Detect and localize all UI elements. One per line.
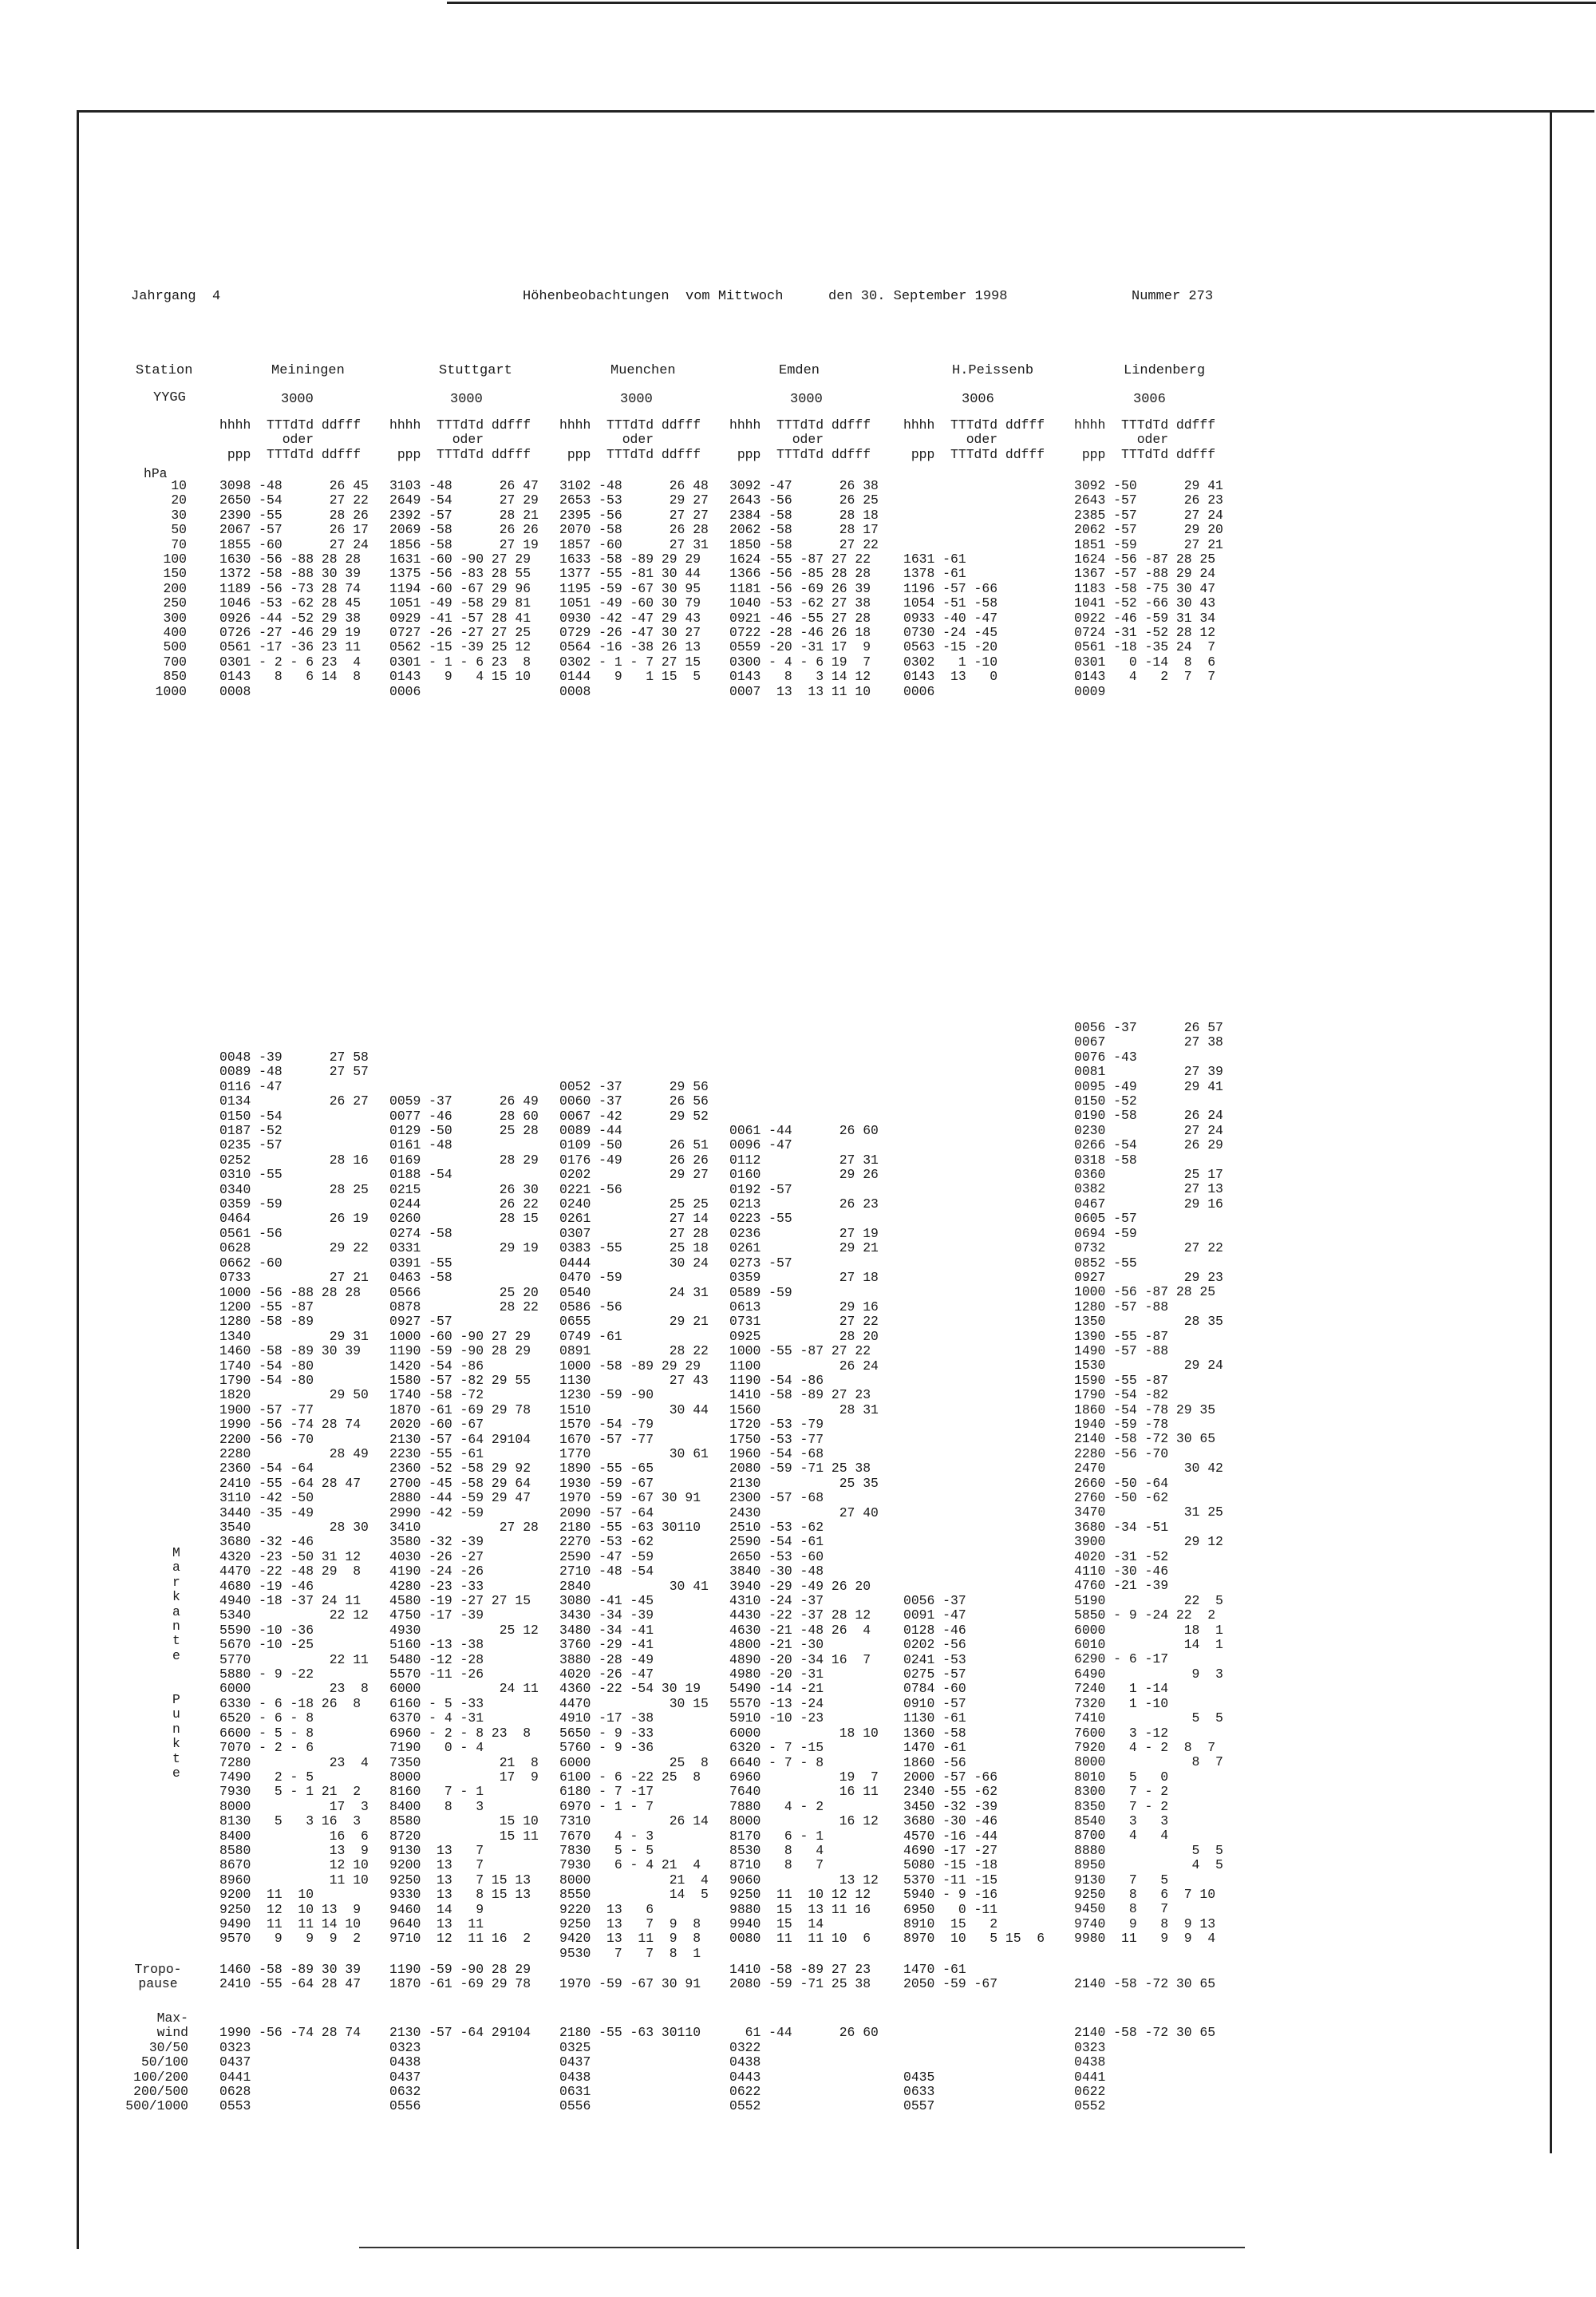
- standard-levels-hpeissenb: 1631 -61 1378 -61 1196 -57 -66 1054 -51 -58 0933 -40 -47 0730 -24 -45 0563 -15 -20 0302 1 -10 0143 13 0 0006: [903, 552, 998, 699]
- maxwind-emden: 61 -44 26 60 0322 0438 0443 0622 0552: [729, 2025, 879, 2114]
- tropopause-hpeissenb: 1470 -61 2050 -59 -67: [903, 1962, 998, 1992]
- column-header: hhhh TTTdTd ddfff oder ppp TTTdTd ddfff: [729, 417, 871, 462]
- maxwind-meiningen: 1990 -56 -74 28 74 0323 0437 0441 0628 0553: [219, 2025, 361, 2114]
- marked-points-muenchen: 0052 -37 29 56 0060 -37 26 56 0067 -42 29 52 0089 -44 0109 -50 26 51 0176 -49 26 26 0202 29 27 0221 -56 0240 25 25 0261 27 14 0307 27 28 0383 -55 25 18 0444 30 24 0470 -59 0540 24 31 0586 -56 0655 29 21 0749 -61 0891 28 22 1000 -58 -89 29 29 1130 27 43 1230 -59 -90 1510 30 44 1570 -54 -79 1670 -57 -77 1770 30 61 1890 -55 -65 1930 -59 -67 1970 -59 -67 30 91 2090 -57 -64 2180 -55 -63 30110 2270 -53 -62 2590 -47 -59 2710 -48 -54 2840 30 41 3080 -41 -45 3430 -34 -39 3480 -34 -41 3760 -29 -41 3880 -28 -49 4020 -26 -47 4360 -22 -54 30 19 4470 30 15 4910 -17 -38 5650 - 9 -33 5760 - 9 -36 6000 25 8 6100 - 6 -22 25 8 6180 - 7 -17 6970 - 1 - 7 7310 26 14 7670 4 - 3 7830 5 - 5 7930 6 - 4 21 4 8000 21 4 8550 14 5 9220 13 6 9250 13 7 9 8 9420 13 11 9 8 9530 7 7 8 1: [559, 1078, 709, 1961]
- marked-points-hpeissenb: 0056 -37 0091 -47 0128 -46 0202 -56 0241 -53 0275 -57 0784 -60 0910 -57 1130 -61 1360 -58 1470 -61 1860 -56 2000 -57 -66 2340 -55 -62 3450 -32 -39 3680 -30 -46 4570 -16 -44 4690 -17 -27 5080 -15 -18 5370 -11 -15 5940 - 9 -16 6950 0 -11 8910 15 2 8970 10 5 15 6: [903, 1593, 1045, 1947]
- station-yygg: 3000: [281, 392, 314, 407]
- station-name: Emden: [779, 363, 820, 378]
- tropopause-meiningen: 1460 -58 -89 30 39 2410 -55 -64 28 47: [219, 1962, 361, 1992]
- marked-points-meiningen: 0048 -39 27 58 0089 -48 27 57 0116 -47 0134 26 27 0150 -54 0187 -52 0235 -57 0252 28 16 0310 -55 0340 28 25 0359 -59 0464 26 19 0561 -56 0628 29 22 0662 -60 0733 27 21 1000 -56 -88 28 28 1200 -55 -87 1280 -58 -89 1340 29 31 1460 -58 -89 30 39 1740 -54 -80 1790 -54 -80 1820 29 50 1900 -57 -77 1990 -56 -74 28 74 2200 -56 -70 2280 28 49 2360 -54 -64 2410 -55 -64 28 47 3110 -42 -50 3440 -35 -49 3540 28 30 3680 -32 -46 4320 -23 -50 31 12 4470 -22 -48 29 8 4680 -19 -46 4940 -18 -37 24 11 5340 22 12 5590 -10 -36 5670 -10 -25 5770 22 11 5880 - 9 -22 6000 23 8 6330 - 6 -18 26 8 6520 - 6 - 8 6600 - 5 - 8 7070 - 2 - 6 7280 23 4 7490 2 - 5 7930 5 - 1 21 2 8000 17 3 8130 5 3 16 3 8400 16 6 8580 13 9 8670 12 10 8960 11 10 9200 11 10 9250 12 10 13 9 9490 11 11 14 10 9570 9 9 9 2: [219, 1050, 369, 1947]
- tropopause-label: Tropo- pause: [134, 1962, 182, 1992]
- marked-points-label: M a r k a n t e P u n k t e: [172, 1545, 180, 1781]
- station-yygg: 3006: [1133, 392, 1166, 407]
- marked-points-lindenberg: 0056 -37 26 57 0067 27 38 0076 -43 0081 27 39 0095 -49 29 41 0150 -52 0190 -58 26 24 0230 27 24 0266 -54 26 29 0318 -58 0360 25 17 0382 27 13 0467 29 16 0605 -57 0694 -59 0732 27 22 0852 -55 0927 29 23 1000 -56 -87 28 25 1280 -57 -88 1350 28 35 1390 -55 -87 1490 -57 -88 1530 29 24 1590 -55 -87 1790 -54 -82 1860 -54 -78 29 35 1940 -59 -78 2140 -58 -72 30 65 2280 -56 -70 2470 30 42 2660 -50 -64 2760 -50 -62 3470 31 25 3680 -34 -51 3900 29 12 4020 -31 -52 4110 -30 -46 4760 -21 -39 5190 22 5 5850 - 9 -24 22 2 6000 18 1 6010 14 1 6290 - 6 -17 6490 9 3 7240 1 -14 7320 1 -10 7410 5 5 7600 3 -12 7920 4 - 2 8 7 8000 8 7 8010 5 0 8300 7 - 2 8350 7 - 2 8540 3 3 8700 4 4 8880 5 5 8950 4 5 9130 7 5 9250 8 6 7 10 9450 8 7 9740 9 8 9 13 9980 11 9 9 4: [1074, 1020, 1223, 1947]
- standard-levels-stuttgart: 3103 -48 26 47 2649 -54 27 29 2392 -57 28 21 2069 -58 26 26 1856 -58 27 19 1631 -60 -90 27 29 1375 -56 -83 28 55 1194 -60 -67 29 96 1051 -49 -58 29 81 0929 -41 -57 28 41 0727 -26 -27 27 25 0562 -15 -39 25 12 0301 - 1 - 6 23 8 0143 9 4 15 10 0006: [389, 478, 539, 699]
- marked-points-emden: 0061 -44 26 60 0096 -47 0112 27 31 0160 29 26 0192 -57 0213 26 23 0223 -55 0236 27 19 0261 29 21 0273 -57 0359 27 18 0589 -59 0613 29 16 0731 27 22 0925 28 20 1000 -55 -87 27 22 1100 26 24 1190 -54 -86 1410 -58 -89 27 23 1560 28 31 1720 -53 -79 1750 -53 -77 1960 -54 -68 2080 -59 -71 25 38 2130 25 35 2300 -57 -68 2430 27 40 2510 -53 -62 2590 -54 -61 2650 -53 -60 3840 -30 -48 3940 -29 -49 26 20 4310 -24 -37 4430 -22 -37 28 12 4630 -21 -48 26 4 4800 -21 -30 4890 -20 -34 16 7 4980 -20 -31 5490 -14 -21 5570 -13 -24 5910 -10 -23 6000 18 10 6320 - 7 -15 6640 - 7 - 8 6960 19 7 7640 16 11 7880 4 - 2 8000 16 12 8170 6 - 1 8530 8 4 8710 8 7 9060 13 12 9250 11 10 12 12 9880 15 13 11 16 9940 15 14 0080 11 11 10 6: [729, 1123, 879, 1947]
- report-title: Höhenbeobachtungen vom Mittwoch: [523, 289, 784, 304]
- station-name: Lindenberg: [1124, 363, 1206, 378]
- station-name: Meiningen: [271, 363, 345, 378]
- standard-levels-lindenberg: 3092 -50 29 41 2643 -57 26 23 2385 -57 27 24 2062 -57 29 20 1851 -59 27 21 1624 -56 -87 28 25 1367 -57 -88 29 24 1183 -58 -75 30 47 1041 -52 -66 30 43 0922 -46 -59 31 34 0724 -31 -52 28 12 0561 -18 -35 24 7 0301 0 -14 8 6 0143 4 2 7 7 0009: [1074, 478, 1223, 699]
- standard-levels-muenchen: 3102 -48 26 48 2653 -53 29 27 2395 -56 27 27 2070 -58 26 28 1857 -60 27 31 1633 -58 -89 29 29 1377 -55 -81 30 44 1195 -59 -67 30 95 1051 -49 -60 30 79 0930 -42 -47 29 43 0729 -26 -47 30 27 0564 -16 -38 26 13 0302 - 1 - 7 27 15 0144 9 1 15 5 0008: [559, 478, 709, 699]
- yygg-label: YYGG: [153, 390, 186, 405]
- report-date: den 30. September 1998: [828, 289, 1008, 304]
- station-label: Station: [136, 363, 193, 378]
- column-header: hhhh TTTdTd ddfff oder ppp TTTdTd ddfff: [219, 417, 361, 462]
- station-name: H.Peissenb: [952, 363, 1034, 378]
- maxwind-muenchen: 2180 -55 -63 30110 0325 0437 0438 0631 0556: [559, 2025, 701, 2114]
- station-yygg: 3000: [450, 392, 483, 407]
- jahrgang-label: Jahrgang 4: [131, 289, 221, 304]
- column-header: hhhh TTTdTd ddfff oder ppp TTTdTd ddfff: [389, 417, 531, 462]
- top-rule: [447, 2, 1596, 4]
- maxwind-hpeissenb: 0435 0633 0557: [903, 2069, 935, 2114]
- station-name: Muenchen: [610, 363, 676, 378]
- column-header: hhhh TTTdTd ddfff oder ppp TTTdTd ddfff: [559, 417, 701, 462]
- frame-right-border: [1550, 110, 1552, 2153]
- standard-levels-emden: 3092 -47 26 38 2643 -56 26 25 2384 -58 28 18 2062 -58 28 17 1850 -58 27 22 1624 -55 -87 27 22 1366 -56 -85 28 28 1181 -56 -69 26 39 1040 -53 -62 27 38 0921 -46 -55 27 28 0722 -28 -46 26 18 0559 -20 -31 17 9 0300 - 4 - 6 19 7 0143 8 3 14 12 0007 13 13 11 10: [729, 478, 879, 699]
- marked-points-stuttgart: 0059 -37 26 49 0077 -46 28 60 0129 -50 25 28 0161 -48 0169 28 29 0188 -54 0215 26 30 0244 26 22 0260 28 15 0274 -58 0331 29 19 0391 -55 0463 -58 0566 25 20 0878 28 22 0927 -57 1000 -60 -90 27 29 1190 -59 -90 28 29 1420 -54 -86 1580 -57 -82 29 55 1740 -58 -72 1870 -61 -69 29 78 2020 -60 -67 2130 -57 -64 29104 2230 -55 -61 2360 -52 -58 29 92 2700 -45 -58 29 64 2880 -44 -59 29 47 2990 -42 -59 3410 27 28 3580 -32 -39 4030 -26 -27 4190 -24 -26 4280 -23 -33 4580 -19 -27 27 15 4750 -17 -39 4930 25 12 5160 -13 -38 5480 -12 -28 5570 -11 -26 6000 24 11 6160 - 5 -33 6370 - 4 -31 6960 - 2 - 8 23 8 7190 0 - 4 7350 21 8 8000 17 9 8160 7 - 1 8400 8 3 8580 15 10 8720 15 11 9130 13 7 9200 13 7 9250 13 7 15 13 9330 13 8 15 13 9460 14 9 9640 13 11 9710 12 11 16 2: [389, 1093, 539, 1947]
- tropopause-emden: 1410 -58 -89 27 23 2080 -59 -71 25 38: [729, 1962, 871, 1992]
- standard-levels-meiningen: 3098 -48 26 45 2650 -54 27 22 2390 -55 28 26 2067 -57 26 17 1855 -60 27 24 1630 -56 -88 28 28 1372 -58 -88 30 39 1189 -56 -73 28 74 1046 -53 -62 28 45 0926 -44 -52 29 38 0726 -27 -46 29 19 0561 -17 -36 23 11 0301 - 2 - 6 23 4 0143 8 6 14 8 0008: [219, 478, 369, 699]
- maxwind-lindenberg: 2140 -58 -72 30 65 0323 0438 0441 0622 0552: [1074, 2025, 1216, 2114]
- column-header: hhhh TTTdTd ddfff oder ppp TTTdTd ddfff: [1074, 417, 1216, 462]
- station-yygg: 3000: [790, 392, 823, 407]
- tropopause-stuttgart: 1190 -59 -90 28 29 1870 -61 -69 29 78: [389, 1962, 531, 1992]
- report-number: Nummer 273: [1132, 289, 1214, 304]
- station-yygg: 3000: [620, 392, 653, 407]
- column-header: hhhh TTTdTd ddfff oder ppp TTTdTd ddfff: [903, 417, 1045, 462]
- frame-top-border: [77, 110, 1594, 113]
- frame-bottom-border: [359, 2247, 1245, 2248]
- station-yygg: 3006: [962, 392, 994, 407]
- tropopause-muenchen: 1970 -59 -67 30 91: [559, 1976, 701, 1992]
- maxwind-stuttgart: 2130 -57 -64 29104 0323 0438 0437 0632 0556: [389, 2025, 531, 2114]
- tropopause-lindenberg: 2140 -58 -72 30 65: [1074, 1976, 1216, 1992]
- maxwind-label: Max- wind 30/50 50/100 100/200 200/500 500/1000: [125, 2010, 188, 2114]
- pressure-levels: 10 20 30 50 70 100 150 200 250 300 400 500 700 850 1000: [155, 478, 187, 699]
- station-name: Stuttgart: [439, 363, 512, 378]
- hpa-label: hPa: [144, 466, 168, 481]
- frame-left-border: [77, 110, 79, 2249]
